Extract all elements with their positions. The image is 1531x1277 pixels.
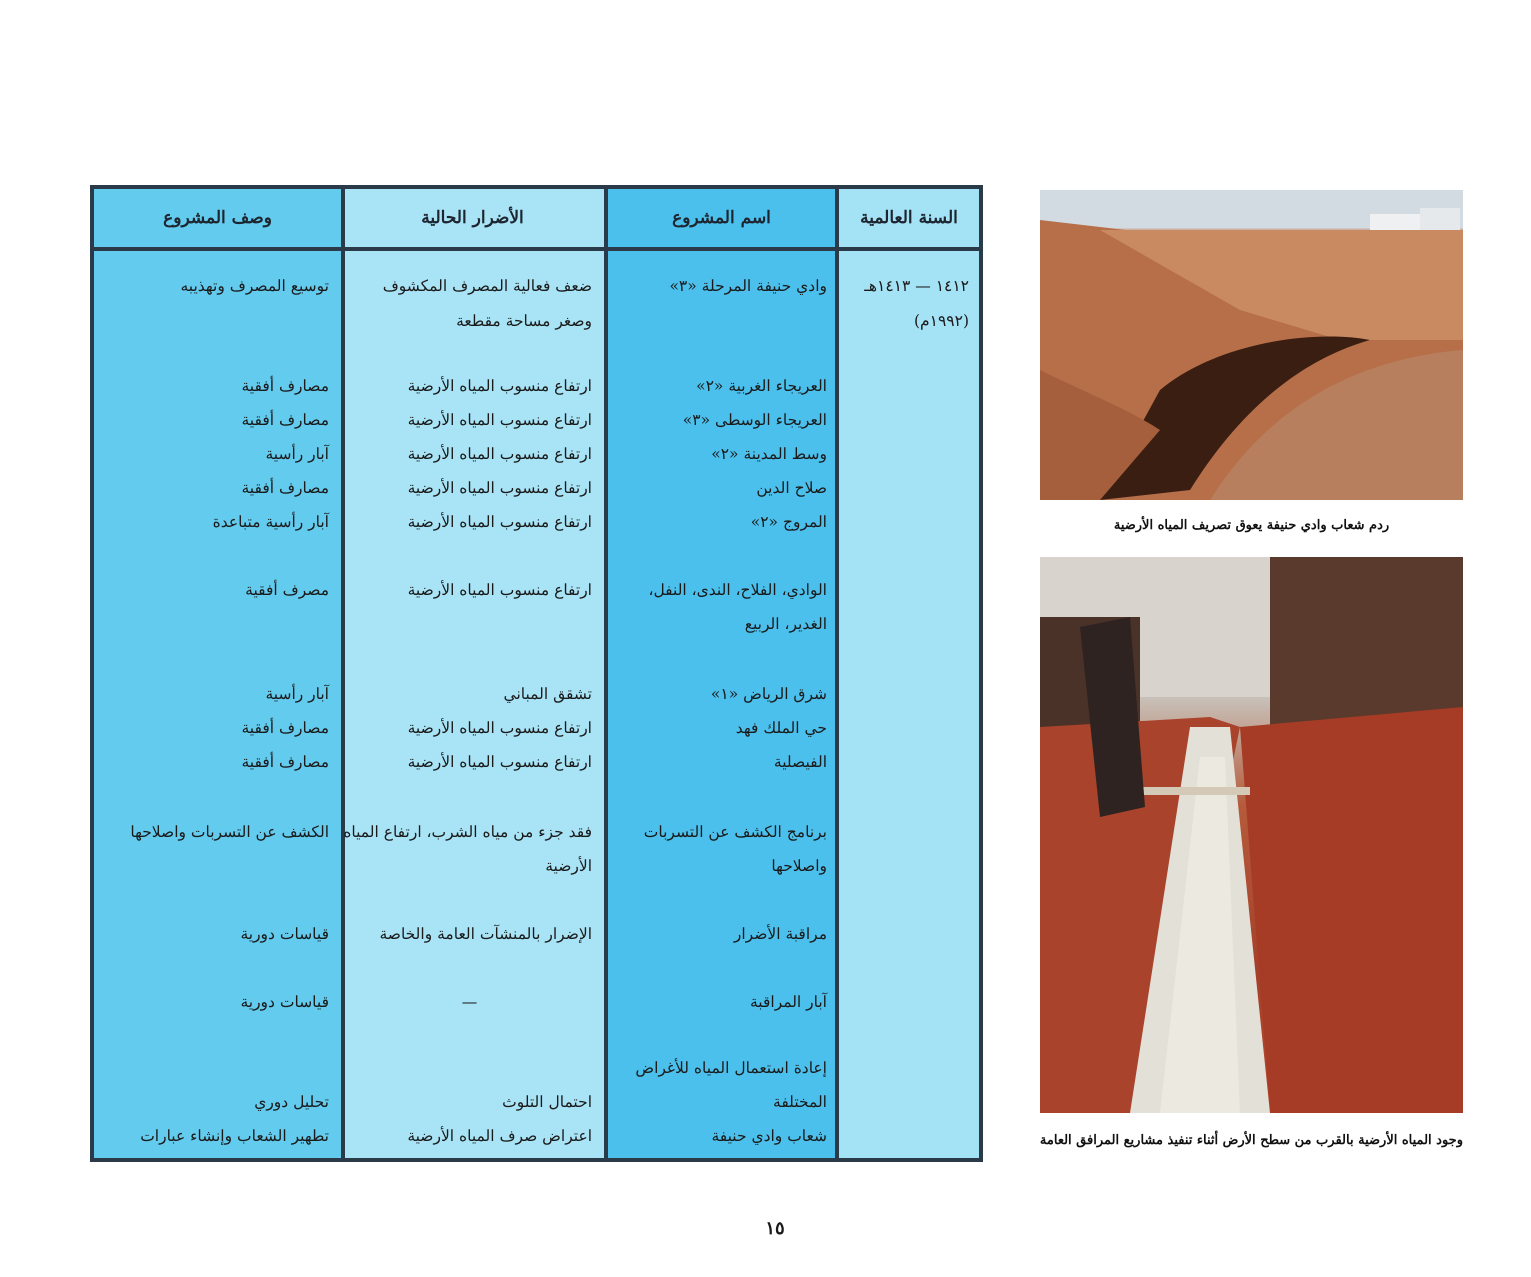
list-item: آبار رأسية bbox=[265, 685, 329, 703]
list-item: العريجاء الوسطى «٣» bbox=[682, 411, 827, 429]
list-item: العريجاء الغربية «٢» bbox=[696, 377, 827, 395]
list-item: برنامج الكشف عن التسربات bbox=[643, 823, 827, 841]
project-name-list bbox=[604, 189, 839, 1158]
header-project-description: وصف المشروع bbox=[163, 208, 272, 228]
list-item: الوادي، الفلاح، الندى، النفل، bbox=[648, 581, 827, 599]
list-item: المروج «٢» bbox=[750, 513, 827, 531]
year-gregorian: (١٩٩٢م) bbox=[913, 312, 969, 330]
current-damage-list bbox=[341, 189, 604, 1158]
list-item: قياسات دورية bbox=[240, 925, 329, 943]
list-item: ارتفاع منسوب المياه الأرضية bbox=[407, 479, 592, 497]
list-item: احتمال التلوث bbox=[502, 1093, 592, 1111]
list-item: الغدير، الربيع bbox=[744, 615, 827, 633]
header-current-damage: الأضرار الحالية bbox=[421, 208, 524, 228]
photo-filled-wadi-illustration bbox=[1040, 190, 1463, 500]
list-item: مصارف أفقية bbox=[241, 411, 329, 429]
list-item: وادي حنيفة المرحلة «٣» bbox=[669, 277, 827, 295]
list-item: — bbox=[461, 993, 478, 1011]
list-item: ارتفاع منسوب المياه الأرضية bbox=[407, 753, 592, 771]
page-number: ١٥ bbox=[765, 1218, 785, 1239]
list-item: فقد جزء من مياه الشرب، ارتفاع المياه bbox=[343, 823, 592, 841]
list-item: واصلاحها bbox=[771, 857, 827, 875]
photo-groundwater-trench-illustration bbox=[1040, 557, 1463, 1113]
list-item: اعتراض صرف المياه الأرضية bbox=[407, 1127, 592, 1145]
list-item: ارتفاع منسوب المياه الأرضية bbox=[407, 445, 592, 463]
list-item: صلاح الدين bbox=[756, 479, 827, 497]
list-item: شرق الرياض «١» bbox=[710, 685, 827, 703]
list-item: توسيع المصرف وتهذيبه bbox=[180, 277, 329, 295]
list-item: مراقبة الأضرار bbox=[733, 925, 827, 943]
photo-caption: ردم شعاب وادي حنيفة يعوق تصريف المياه الأرضية bbox=[1113, 518, 1390, 533]
projects-table bbox=[90, 185, 983, 1162]
project-description-list bbox=[94, 189, 341, 1158]
list-item: ارتفاع منسوب المياه الأرضية bbox=[407, 513, 592, 531]
list-item: ارتفاع منسوب المياه الأرضية bbox=[407, 411, 592, 429]
list-item: ارتفاع منسوب المياه الأرضية bbox=[407, 719, 592, 737]
list-item: ارتفاع منسوب المياه الأرضية bbox=[407, 377, 592, 395]
list-item: وصغر مساحة مقطعة bbox=[456, 312, 592, 330]
list-item: وسط المدينة «٢» bbox=[711, 445, 827, 463]
list-item: مصارف أفقية bbox=[241, 753, 329, 771]
photo-groundwater-trench bbox=[1040, 557, 1463, 1113]
list-item: ضعف فعالية المصرف المكشوف bbox=[382, 277, 592, 295]
list-item: تطهير الشعاب وإنشاء عبارات bbox=[140, 1127, 329, 1145]
list-item: قياسات دورية bbox=[240, 993, 329, 1011]
list-item: الإضرار بالمنشآت العامة والخاصة bbox=[379, 925, 592, 943]
list-item: المختلفة bbox=[773, 1093, 827, 1111]
list-item: ارتفاع منسوب المياه الأرضية bbox=[407, 581, 592, 599]
list-item: مصارف أفقية bbox=[241, 479, 329, 497]
list-item: مصرف أفقية bbox=[245, 581, 329, 599]
list-item: آبار رأسية bbox=[265, 445, 329, 463]
list-item: مصارف أفقية bbox=[241, 377, 329, 395]
list-item: آبار المراقبة bbox=[749, 993, 827, 1011]
list-item: تحليل دوري bbox=[254, 1093, 329, 1111]
list-item: مصارف أفقية bbox=[241, 719, 329, 737]
list-item: الكشف عن التسربات واصلاحها bbox=[130, 823, 329, 841]
header-year: السنة العالمية bbox=[860, 208, 958, 228]
list-item: شعاب وادي حنيفة bbox=[711, 1127, 827, 1145]
header-project-name: اسم المشروع bbox=[672, 208, 771, 228]
list-item: تشقق المباني bbox=[503, 685, 592, 703]
list-item: الفيصلية bbox=[773, 753, 827, 771]
list-item: آبار رأسية متباعدة bbox=[212, 513, 329, 531]
photo-caption: وجود المياه الأرضية بالقرب من سطح الأرض أثناء تنفيذ مشاريع المرافق العامة bbox=[1039, 1133, 1463, 1148]
list-item: حي الملك فهد bbox=[735, 719, 827, 737]
list-item: الأرضية bbox=[545, 857, 592, 875]
year-range: ١٤١٢ — ١٤١٣هـ bbox=[864, 277, 969, 295]
list-item: إعادة استعمال المياه للأغراض bbox=[635, 1059, 827, 1077]
photo-filled-wadi bbox=[1040, 190, 1463, 500]
